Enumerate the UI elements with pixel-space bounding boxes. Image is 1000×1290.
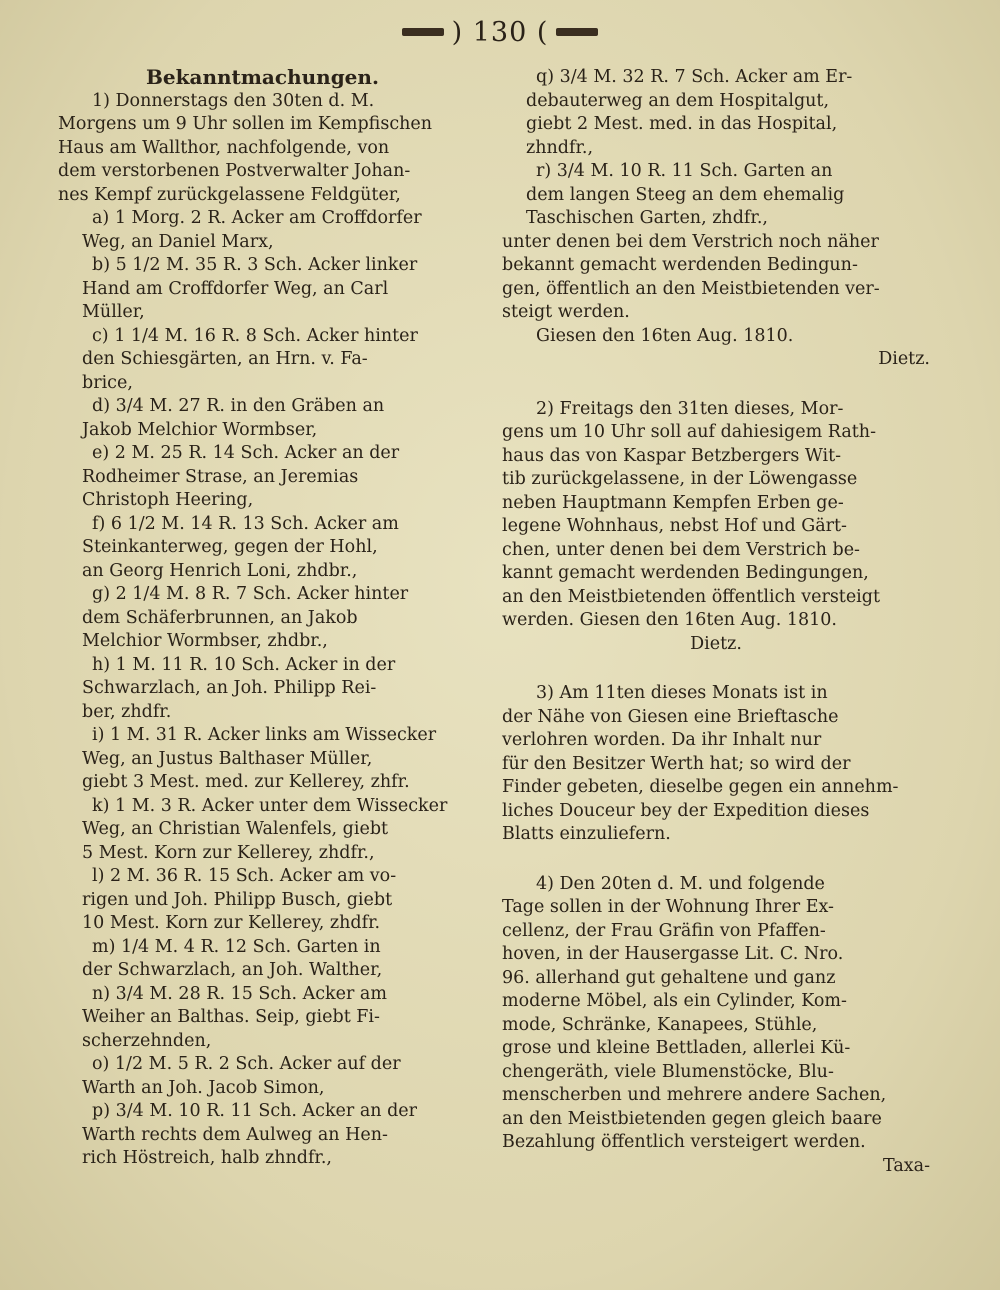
- text-line: c) 1 1/4 M. 16 R. 8 Sch. Acker hinter: [92, 325, 418, 346]
- text-line: p) 3/4 M. 10 R. 11 Sch. Acker an der: [92, 1101, 418, 1121]
- page-header: [0, 14, 1000, 50]
- text-line: k) 1 M. 3 R. Acker unter dem Wissecker: [92, 795, 448, 816]
- text-line: brice,: [82, 372, 133, 393]
- text-line: f) 6 1/2 M. 14 R. 13 Sch. Acker am: [92, 513, 399, 534]
- text-line: legene Wohnhaus, nebst Hof und Gärt-: [502, 516, 847, 536]
- text-line: Müller,: [82, 302, 145, 322]
- right-column: [502, 66, 930, 1178]
- text-line: neben Hauptmann Kempfen Erben ge-: [502, 492, 844, 513]
- text-line: [502, 372, 930, 398]
- text-line: r) 3/4 M. 10 R. 11 Sch. Garten an: [536, 161, 833, 181]
- text-line: 2) Freitags den 31ten dieses, Mor-: [536, 398, 844, 419]
- text-line: a) 1 Morg. 2 R. Acker am Croffdorfer: [92, 208, 422, 228]
- section-heading: Bekanntmachungen.: [146, 65, 379, 89]
- text-line: unter denen bei dem Verstrich noch näher: [502, 231, 879, 252]
- text-line: Morgens um 9 Uhr sollen im Kempfischen: [58, 114, 433, 134]
- text-line: 4) Den 20ten d. M. und folgende: [536, 873, 825, 894]
- text-line: Giesen den 16ten Aug. 1810.: [536, 325, 794, 346]
- text-line: Rodheimer Strase, an Jeremias: [82, 466, 359, 487]
- text-line: 96. allerhand gut gehaltene und ganz: [502, 967, 836, 988]
- text-line: 10 Mest. Korn zur Kellerey, zhdfr.: [82, 913, 381, 933]
- text-line: werden. Giesen den 16ten Aug. 1810.: [502, 610, 837, 630]
- text-line: kannt gemacht werdenden Bedingungen,: [502, 563, 869, 583]
- text-line: Warth an Joh. Jacob Simon,: [82, 1077, 325, 1098]
- text-line: verlohren worden. Da ihr Inhalt nur: [502, 730, 822, 750]
- text-line: an den Meistbietenden öffentlich versteigt: [502, 586, 881, 607]
- text-line: den Schiesgärten, an Hrn. v. Fa-: [82, 349, 368, 369]
- text-line: ber, zhdfr.: [82, 701, 172, 722]
- text-line: dem Schäferbrunnen, an Jakob: [82, 607, 358, 628]
- text-line: Taschischen Garten, zhdfr.,: [526, 208, 768, 228]
- text-line: l) 2 M. 36 R. 15 Sch. Acker am vo-: [92, 866, 397, 886]
- text-line: chengeräth, viele Blumenstöcke, Blu-: [502, 1061, 834, 1082]
- text-line: giebt 3 Mest. med. zur Kellerey, zhfr.: [82, 772, 410, 792]
- text-line: dem langen Steeg an dem ehemalig: [526, 184, 845, 205]
- text-line: steigt werden.: [502, 302, 630, 322]
- text-line: mode, Schränke, Kanapees, Stühle,: [502, 1014, 818, 1035]
- text-line: der Schwarzlach, an Joh. Walther,: [82, 960, 383, 980]
- text-line: Blatts einzuliefern.: [502, 824, 671, 844]
- text-line: [502, 847, 930, 873]
- text-line: bekannt gemacht werdenden Bedingun-: [502, 255, 858, 275]
- text-line: g) 2 1/4 M. 8 R. 7 Sch. Acker hinter: [92, 584, 409, 604]
- text-line: für den Besitzer Werth hat; so wird der: [502, 753, 851, 774]
- text-line: 3) Am 11ten dieses Monats ist in: [536, 683, 828, 703]
- text-line: 1) Donnerstags den 30ten d. M.: [92, 90, 375, 111]
- text-line: Steinkanterweg, gegen der Hohl,: [82, 537, 378, 557]
- text-line: debauterweg an dem Hospitalgut,: [526, 90, 830, 111]
- text-line: d) 3/4 M. 27 R. in den Gräben an: [92, 396, 385, 416]
- header-rule-left: [402, 28, 444, 36]
- text-line: dem verstorbenen Postverwalter Johan-: [58, 161, 411, 181]
- text-line: n) 3/4 M. 28 R. 15 Sch. Acker am: [92, 983, 387, 1004]
- text-line: nes Kempf zurückgelassene Feldgüter,: [58, 184, 401, 205]
- text-line: moderne Möbel, als ein Cylinder, Kom-: [502, 991, 847, 1011]
- text-line: Jakob Melchior Wormbser,: [82, 419, 318, 440]
- page-number: ) 130 (: [451, 16, 549, 48]
- header-rule-right: [556, 28, 598, 36]
- text-line: menscherben und mehrere andere Sachen,: [502, 1085, 887, 1105]
- text-line: Weg, an Christian Walenfels, giebt: [82, 819, 389, 839]
- text-line: b) 5 1/2 M. 35 R. 3 Sch. Acker linker: [92, 255, 418, 275]
- text-line: Dietz.: [690, 633, 742, 654]
- text-line: gen, öffentlich an den Meistbietenden ver-: [502, 278, 880, 299]
- text-line: q) 3/4 M. 32 R. 7 Sch. Acker am Er-: [536, 67, 853, 87]
- text-line: Weg, an Daniel Marx,: [82, 231, 274, 252]
- text-line: o) 1/2 M. 5 R. 2 Sch. Acker auf der: [92, 1054, 401, 1074]
- text-line: Finder gebeten, dieselbe gegen ein annehm-: [502, 777, 899, 797]
- text-line: tib zurückgelassene, in der Löwengasse: [502, 469, 858, 489]
- text-line: Melchior Wormbser, zhdbr.,: [82, 631, 328, 651]
- text-line: Hand am Croffdorfer Weg, an Carl: [82, 278, 389, 299]
- text-line: an den Meistbietenden gegen gleich baare: [502, 1108, 882, 1129]
- text-line: gens um 10 Uhr soll auf dahiesigem Rath-: [502, 422, 876, 442]
- text-line: Taxa-: [883, 1155, 930, 1176]
- text-line: chen, unter denen bei dem Verstrich be-: [502, 539, 860, 560]
- text-line: [502, 656, 930, 682]
- text-line: giebt 2 Mest. med. in das Hospital,: [526, 114, 838, 134]
- text-line: rich Höstreich, halb zhndfr.,: [82, 1148, 332, 1168]
- text-line: zhndfr.,: [526, 137, 594, 158]
- text-line: i) 1 M. 31 R. Acker links am Wissecker: [92, 725, 437, 745]
- text-line: Tage sollen in der Wohnung Ihrer Ex-: [502, 897, 834, 917]
- text-line: Bezahlung öffentlich versteigert werden.: [502, 1132, 866, 1152]
- text-line: cellenz, der Frau Gräfin von Pfaffen-: [502, 920, 826, 941]
- text-line: e) 2 M. 25 R. 14 Sch. Acker an der: [92, 443, 400, 463]
- left-column: [58, 66, 488, 1171]
- text-line: Weg, an Justus Balthaser Müller,: [82, 748, 373, 769]
- text-line: h) 1 M. 11 R. 10 Sch. Acker in der: [92, 654, 396, 675]
- text-line: grose und kleine Bettladen, allerlei Kü-: [502, 1038, 851, 1058]
- text-line: 5 Mest. Korn zur Kellerey, zhdfr.,: [82, 842, 375, 863]
- text-line: Warth rechts dem Aulweg an Hen-: [82, 1124, 388, 1145]
- text-line: hoven, in der Hausergasse Lit. C. Nro.: [502, 944, 844, 964]
- text-line: Schwarzlach, an Joh. Philipp Rei-: [82, 678, 377, 698]
- text-line: m) 1/4 M. 4 R. 12 Sch. Garten in: [92, 936, 381, 957]
- text-line: liches Douceur bey der Expedition dieses: [502, 800, 870, 821]
- text-line: Haus am Wallthor, nachfolgende, von: [58, 137, 390, 158]
- text-line: haus das von Kaspar Betzbergers Wit-: [502, 445, 842, 466]
- text-line: Weiher an Balthas. Seip, giebt Fi-: [82, 1007, 380, 1027]
- text-line: an Georg Henrich Loni, zhdbr.,: [82, 560, 358, 581]
- text-line: der Nähe von Giesen eine Brieftasche: [502, 706, 839, 727]
- text-line: Christoph Heering,: [82, 490, 254, 510]
- text-line: rigen und Joh. Philipp Busch, giebt: [82, 889, 393, 910]
- text-line: Dietz.: [878, 349, 930, 369]
- text-line: scherzehnden,: [82, 1030, 212, 1051]
